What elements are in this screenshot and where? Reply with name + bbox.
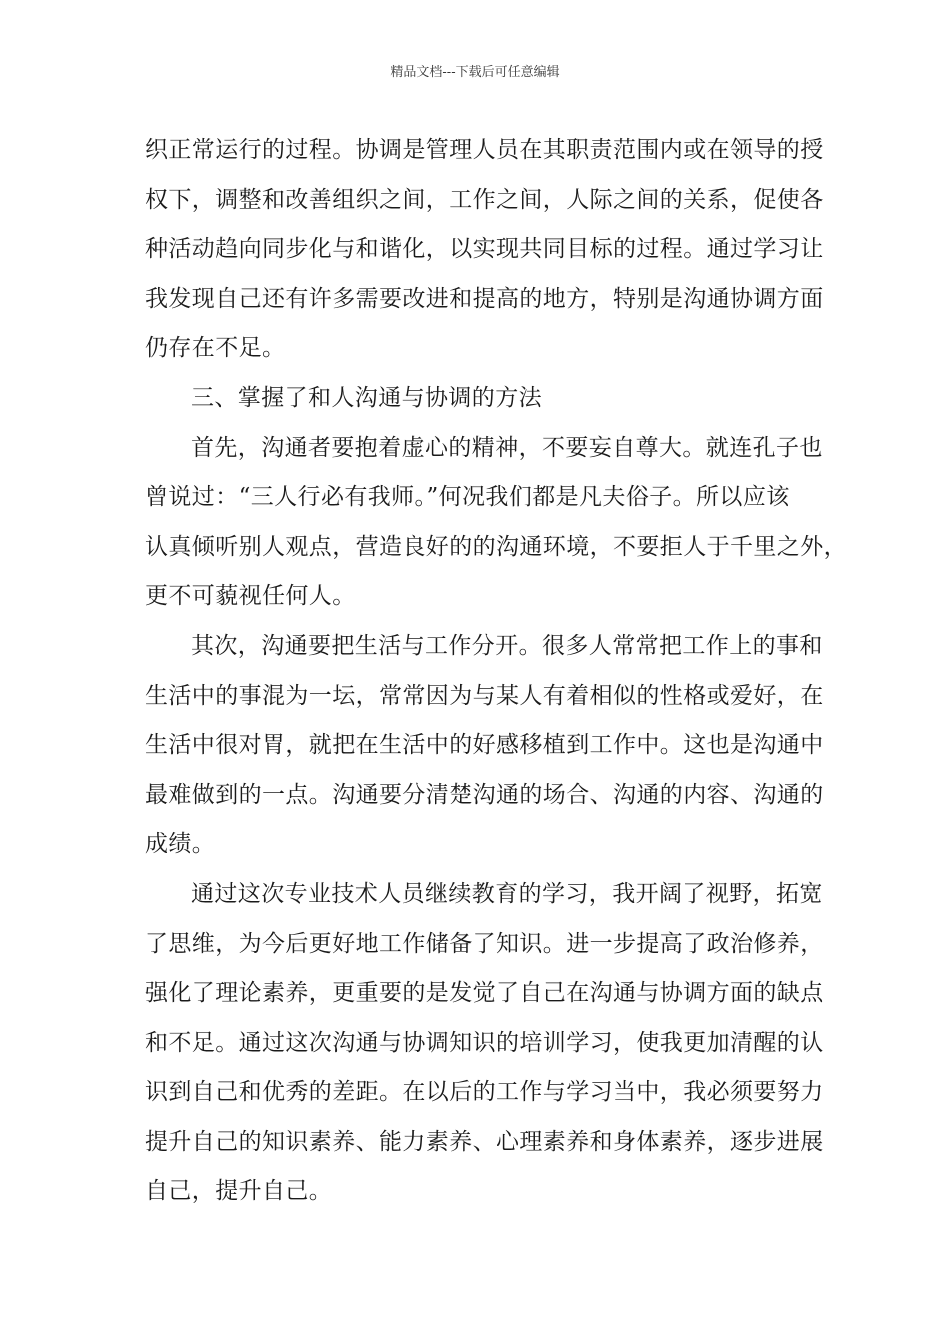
text-line: 生活中很对胃，就把在生活中的好感移植到工作中。这也是沟通中 [145, 732, 824, 759]
document-body [145, 126, 847, 1217]
text-line: 更不可藐视任何人。 [145, 583, 356, 610]
text-line: 我发现自己还有许多需要改进和提高的地方，特别是沟通协调方面 [145, 285, 824, 312]
text-line: 成绩。 [145, 831, 216, 858]
text-line: 生活中的事混为一坛，常常因为与某人有着相似的性格或爱好，在 [145, 682, 824, 709]
text-line: 曾说过：“三人行必有我师。”何况我们都是凡夫俗子。所以应该 [145, 484, 790, 511]
text-line: 自己，提升自己。 [145, 1178, 333, 1205]
text-line: 提升自己的知识素养、能力素养、心理素养和身体素养，逐步进展 [145, 1128, 824, 1155]
text-line: 和不足。通过这次沟通与协调知识的培训学习，使我更加清醒的认 [145, 1029, 824, 1056]
text-line: 首先，沟通者要抱着虚心的精神，不要妄自尊大。就连孔子也 [191, 434, 823, 461]
page-header: 精品文档---下载后可任意编辑 [390, 65, 560, 80]
text-line: 最难做到的一点。沟通要分清楚沟通的场合、沟通的内容、沟通的 [145, 781, 824, 808]
text-line: 仍存在不足。 [145, 335, 286, 362]
text-line: 通过这次专业技术人员继续教育的学习，我开阔了视野，拓宽 [191, 880, 823, 907]
section-heading: 三、掌握了和人沟通与协调的方法 [191, 384, 542, 411]
text-line: 识到自己和优秀的差距。在以后的工作与学习当中，我必须要努力 [145, 1079, 824, 1106]
text-line: 种活动趋向同步化与和谐化，以实现共同目标的过程。通过学习让 [145, 236, 824, 263]
text-line: 强化了理论素养，更重要的是发觉了自己在沟通与协调方面的缺点 [145, 980, 824, 1007]
text-line: 其次，沟通要把生活与工作分开。很多人常常把工作上的事和 [191, 632, 823, 659]
text-line: 认真倾听别人观点，营造良好的的沟通环境，不要拒人于千里之外， [145, 533, 847, 560]
text-line: 织正常运行的过程。协调是管理人员在其职责范围内或在领导的授 [145, 137, 824, 163]
text-line: 了思维，为今后更好地工作储备了知识。进一步提高了政治修养， [145, 930, 824, 957]
text-line: 权下，调整和改善组织之间，工作之间，人际之间的关系，促使各 [145, 186, 824, 213]
